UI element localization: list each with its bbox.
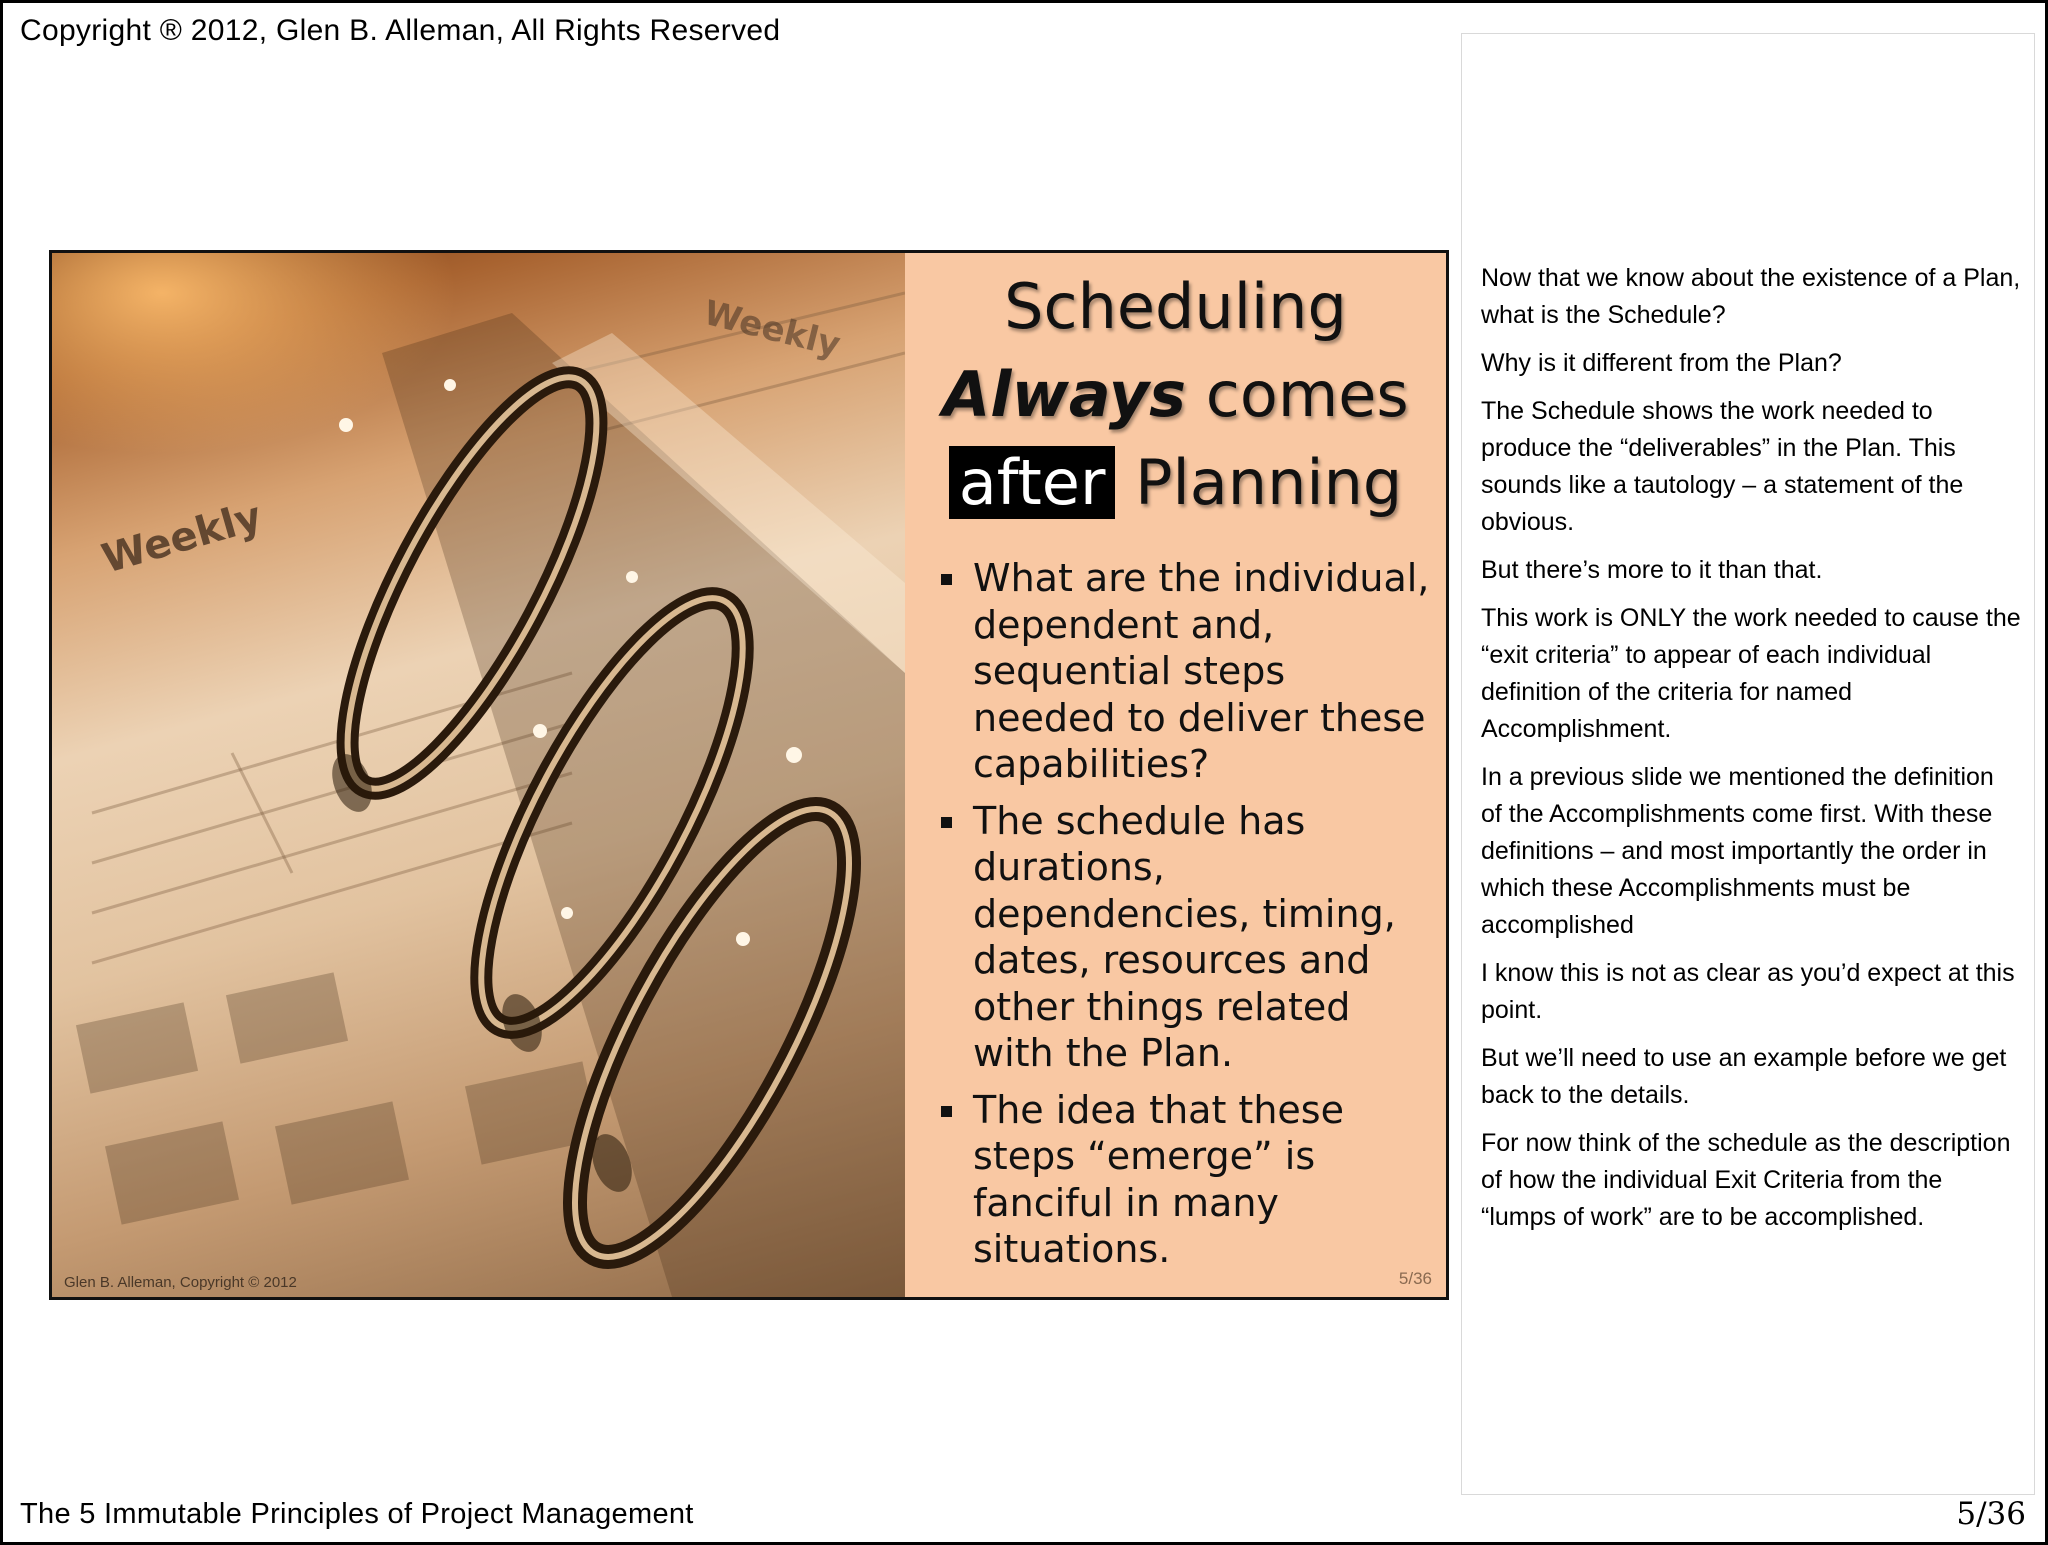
title-highlight: after xyxy=(949,446,1116,519)
weekly-label-left: Weekly xyxy=(97,493,267,583)
copyright-header: Copyright ® 2012, Glen B. Alleman, All Rights Reserved xyxy=(20,14,781,47)
footer-page-number: 5/36 xyxy=(1956,1496,2026,1532)
title-line2-rest: comes xyxy=(1186,358,1409,431)
note-paragraph: This work is ONLY the work needed to cause the “exit criteria” to appear of each individual definition of the criteria for named Accomplishment. xyxy=(1481,604,2021,743)
slide-title-line3 xyxy=(905,439,1446,527)
weekly-label-right: Weekly xyxy=(699,292,845,366)
slide-page-number: 5/36 xyxy=(1398,1269,1432,1288)
slide-credit: Glen B. Alleman, Copyright © 2012 xyxy=(64,1274,297,1291)
bullet-item: What are the individual, dependent and, sequential steps needed to deliver these capabilities? xyxy=(941,555,1431,788)
planner-rings-illustration xyxy=(52,253,905,1297)
slide-title-line1: Scheduling xyxy=(1004,270,1347,343)
speaker-notes xyxy=(1481,260,2021,1247)
title-emphasis: Always xyxy=(942,358,1187,431)
slide-title xyxy=(905,263,1446,527)
footer-title: The 5 Immutable Principles of Project Management xyxy=(20,1498,694,1530)
slide-text-panel xyxy=(905,253,1446,1297)
note-paragraph: I know this is not as clear as you’d expect at this point. xyxy=(1481,959,2015,1024)
slide-title-line2 xyxy=(905,351,1446,439)
slide-bullet-list xyxy=(941,555,1431,1283)
slide-image xyxy=(49,250,1449,1300)
note-paragraph: In a previous slide we mentioned the definition of the Accomplishments come first. With these definitions – and most importantly the order in which these Accomplishments must be accomplished xyxy=(1481,763,1994,939)
note-paragraph: Why is it different from the Plan? xyxy=(1481,349,1842,377)
bullet-item: The schedule has durations, dependencies, timing, dates, resources and other things related with the Plan. xyxy=(941,798,1431,1077)
note-paragraph: But there’s more to it than that. xyxy=(1481,556,1823,584)
bullet-item: The idea that these steps “emerge” is fanciful in many situations. xyxy=(941,1087,1431,1273)
title-line3-rest: Planning xyxy=(1115,446,1403,519)
note-paragraph: For now think of the schedule as the description of how the individual Exit Criteria from the “lumps of work” are to be accomplished. xyxy=(1481,1129,2011,1231)
note-paragraph: But we’ll need to use an example before we get back to the details. xyxy=(1481,1044,2007,1109)
note-paragraph: Now that we know about the existence of a Plan, what is the Schedule? xyxy=(1481,264,2021,329)
planner-photo xyxy=(52,253,905,1297)
note-paragraph: The Schedule shows the work needed to produce the “deliverables” in the Plan. This sounds like a tautology – a statement of the obvious. xyxy=(1481,397,1964,536)
